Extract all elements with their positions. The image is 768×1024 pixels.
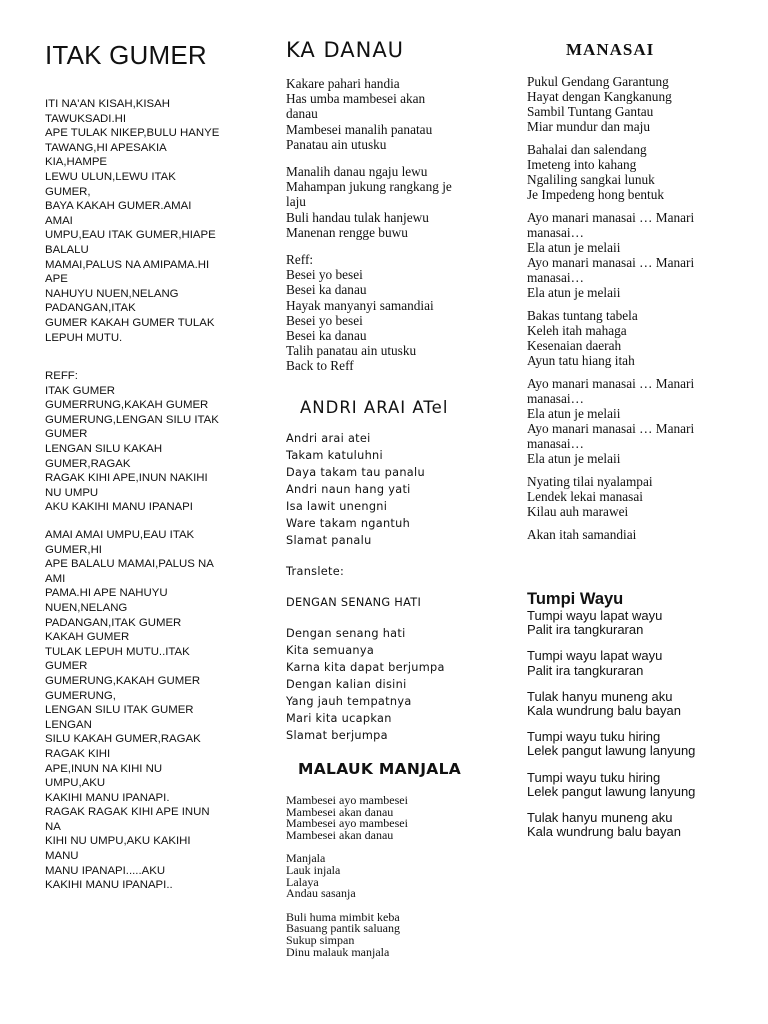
lyric-line: LEPUH MUTU. [45, 331, 123, 344]
lyric-line: Palit ira tangkuraran [527, 662, 644, 678]
lyric-line: Ela atun je melaii [527, 451, 621, 466]
lyric-line: RAGAK KIHI APE,INUN NAKIHI [45, 472, 208, 485]
lyric-line: Tumpi wayu tuku hiring [527, 729, 661, 745]
translate-title: DENGAN SENANG HATI [286, 596, 422, 609]
lyric-line: KAKIHI MANU IPANAPI. [45, 791, 170, 804]
lyric-line: Nyating tilai nyalampai [527, 474, 653, 489]
lyric-line: Slamat panalu [286, 534, 372, 547]
stanza [527, 730, 732, 758]
lyric-line: Imeteng into kahang [527, 157, 637, 172]
lyric-line: Mahampan jukung rangkang je [286, 179, 452, 195]
lyric-line: Has umba mambesei akan [286, 91, 426, 107]
lyric-line: NUEN,NELANG [45, 601, 128, 614]
lyric-line: Pukul Gendang Garantung [527, 74, 669, 89]
lyric-line: RAGAK KIHI [45, 747, 111, 760]
lyric-line: Mambesei akan danau [286, 827, 394, 842]
lyric-line: Dengan kalian disini [286, 678, 407, 691]
lyric-line: Hayak manyanyi samandiai [286, 297, 434, 313]
lyric-line: Yang jauh tempatnya [286, 695, 412, 708]
lyric-line: AKU KAKIHI MANU IPANAPI [45, 501, 193, 514]
translate-label: Translete: [286, 565, 345, 578]
lyric-line: LENGAN SILU ITAK GUMER [45, 704, 194, 717]
stanza [527, 142, 732, 202]
lyric-line: Karna kita dapat berjumpa [286, 661, 445, 674]
lyric-line: Besei yo besei [286, 267, 363, 283]
lyric-line: APE,INUN NA KIHI NU [45, 762, 163, 775]
ka-danau-lyrics [286, 76, 491, 374]
itak-gumer-reff [45, 369, 245, 515]
lyric-line: Ela atun je melaii [527, 285, 621, 300]
lyric-line: Ela atun je melaii [527, 406, 621, 421]
stanza [286, 76, 491, 152]
lyric-line: Bakas tuntang tabela [527, 308, 638, 323]
lyric-line: ITI NA'AN KISAH,KISAH [45, 98, 170, 110]
lyric-line: Andri naun hang yati [286, 483, 411, 496]
stanza [527, 308, 732, 368]
lyric-line: NU UMPU [45, 486, 99, 499]
lyric-line: Andau sasanja [286, 886, 356, 901]
lyric-line: Ayo manari manasai … Manari [527, 210, 695, 225]
manasai-lyrics [527, 74, 732, 542]
lyric-line: GUMER,RAGAK [45, 457, 131, 470]
lyric-line: Basuang pantik saluang [286, 921, 400, 936]
lyric-line: Besei ka danau [286, 282, 367, 298]
lyric-line: AMAI [45, 214, 73, 227]
lyric-line: PAMA.HI APE NAHUYU [45, 587, 168, 600]
itak-gumer-verse-2 [45, 528, 245, 893]
tumpi-wayu-lyrics [527, 609, 732, 839]
lyric-line: TAWANG,HI APESAKIA [45, 141, 167, 154]
lyric-line: GUMER, [45, 185, 91, 198]
lyric-line: manasai… [527, 270, 584, 285]
lyric-line: LEWU ULUN,LEWU ITAK [45, 170, 176, 183]
lyric-line: manasai… [527, 225, 584, 240]
lyric-line: MANU IPANAPI.....AKU [45, 864, 166, 877]
song-title-andri-arai-atei: ANDRI ARAI ATel [300, 398, 449, 417]
lyric-line: Kilau auh marawei [527, 504, 629, 519]
stanza [286, 909, 491, 959]
lyric-line: Kakare pahari handia [286, 76, 400, 91]
stanza [527, 811, 732, 839]
lyric-line: Ayo manari manasai … Manari [527, 421, 695, 436]
lyric-line: Back to Reff [286, 358, 354, 374]
lyric-line: MAMAI,PALUS NA AMIPAMA.HI [45, 258, 210, 271]
lyric-line: Lelek pangut lawung lanyung [527, 743, 696, 759]
lyric-line: RAGAK RAGAK KIHI APE INUN [45, 806, 210, 819]
lyric-line: Hayat dengan Kangkanung [527, 89, 672, 104]
lyric-line: AMAI AMAI UMPU,EAU ITAK [45, 529, 195, 541]
lyric-line: Tulak hanyu muneng aku [527, 688, 673, 704]
stanza [286, 252, 491, 374]
lyric-line: manasai… [527, 391, 584, 406]
lyric-line: Daya takam tau panalu [286, 466, 425, 479]
lyric-line: Kita semuanya [286, 644, 375, 657]
stanza [527, 690, 732, 718]
lyric-line: Akan itah samandiai [527, 527, 637, 542]
lyric-line: APE BALALU MAMAI,PALUS NA [45, 558, 214, 571]
stanza [527, 210, 732, 300]
lyric-line: GUMER [45, 428, 88, 441]
lyric-line: manasai… [527, 436, 584, 451]
itak-gumer-verse-1 [45, 97, 245, 345]
lyric-line: Lelek pangut lawung lanyung [527, 783, 696, 799]
lyric-line: Lendek lekai manasai [527, 489, 643, 504]
lyric-line: Tumpi wayu tuku hiring [527, 769, 661, 785]
song-title-manasai: MANASAI [566, 40, 655, 59]
lyric-line: Miar mundur dan maju [527, 119, 650, 134]
lyric-line: TAWUKSADI.HI [45, 112, 127, 125]
song-title-itak-gumer: ITAK GUMER [45, 40, 207, 70]
lyric-line: Keleh itah mahaga [527, 323, 627, 338]
lyric-line: Slamat berjumpa [286, 729, 388, 742]
lyric-line: Dinu malauk manjala [286, 944, 390, 959]
lyric-line: Je Impedeng hong bentuk [527, 187, 665, 202]
lyric-line: Manjala [286, 851, 326, 866]
andri-arai-atei-stanza [286, 430, 491, 549]
stanza [286, 853, 491, 899]
lyric-line: Sukup simpan [286, 932, 355, 947]
lyric-line: GUMERUNG, [45, 689, 116, 702]
lyric-line: APE [45, 273, 68, 286]
lyric-line: PADANGAN,ITAK GUMER [45, 616, 182, 629]
lyric-line: KAKAH GUMER [45, 631, 130, 644]
lyric-line: Isa lawit unengni [286, 500, 388, 513]
lyric-line: Besei ka danau [286, 328, 367, 344]
lyric-line: Kala wundrung balu bayan [527, 824, 681, 840]
lyric-line: Lalaya [286, 874, 319, 889]
lyric-line: REFF: [45, 370, 78, 382]
lyric-line: LENGAN [45, 718, 92, 731]
stanza [527, 74, 732, 134]
lyric-line: Mambesei ayo mambesei [286, 793, 408, 807]
lyric-line: Ngaliling sangkai lunuk [527, 172, 655, 187]
lyric-line: danau [286, 106, 318, 122]
lyric-line: Ware takam ngantuh [286, 517, 411, 530]
lyric-line: UMPU,AKU [45, 777, 106, 790]
song-title-ka-danau: KA DANAU [286, 38, 405, 62]
lyric-line: GUMER [45, 660, 88, 673]
lyric-line: KAKIHI MANU IPANAPI.. [45, 879, 173, 892]
lyric-line: Ayo manari manasai … Manari [527, 255, 695, 270]
stanza [527, 474, 732, 519]
lyric-line: GUMERUNG,LENGAN SILU ITAK [45, 413, 219, 426]
lyric-line: Andri arai atei [286, 432, 371, 445]
lyric-line: GUMER,HI [45, 543, 102, 556]
stanza [527, 376, 732, 466]
lyric-line: Buli handau tulak hanjewu [286, 209, 429, 225]
lyric-line: Lauk injala [286, 862, 341, 877]
lyric-line: AMI [45, 572, 66, 585]
lyric-line: GUMERRUNG,KAKAH GUMER [45, 399, 209, 412]
lyric-line: GUMER KAKAH GUMER TULAK [45, 316, 215, 329]
lyric-line: Palit ira tangkuraran [527, 622, 644, 638]
lyric-line: Manalih danau ngaju lewu [286, 164, 428, 180]
lyric-line: Takam katuluhni [286, 449, 383, 462]
lyric-line: Tumpi wayu lapat wayu [527, 608, 663, 623]
lyric-line: Bahalai dan salendang [527, 142, 647, 157]
lyric-line: Reff: [286, 252, 314, 268]
lyric-line: Mambesei manalih panatau [286, 121, 433, 137]
lyric-line: UMPU,EAU ITAK GUMER,HIAPE [45, 229, 216, 242]
lyric-line: Sambil Tuntang Gantau [527, 104, 654, 119]
stanza [527, 527, 732, 542]
lyric-line: Besei yo besei [286, 312, 363, 328]
lyric-line: GUMERUNG,KAKAH GUMER [45, 674, 201, 687]
lyric-line: ITAK GUMER [45, 384, 116, 397]
lyric-line: NA [45, 820, 61, 833]
lyric-line: APE TULAK NIKEP,BULU HANYE [45, 127, 220, 140]
lyric-line: SILU KAKAH GUMER,RAGAK [45, 733, 201, 746]
lyric-line: NAHUYU NUEN,NELANG [45, 287, 179, 300]
lyric-line: Mambesei akan danau [286, 804, 394, 819]
lyric-line: TULAK LEPUH MUTU..ITAK [45, 645, 190, 658]
lyric-line: Tumpi wayu lapat wayu [527, 648, 663, 664]
lyric-line: Panatau ain utusku [286, 136, 387, 152]
lyric-line: Dengan senang hati [286, 627, 406, 640]
lyric-line: laju [286, 194, 306, 210]
lyric-line: Mambesei ayo mambesei [286, 816, 408, 831]
lyric-line: Ayo manari manasai … Manari [527, 376, 695, 391]
stanza [527, 771, 732, 799]
lyric-line: Talih panatau ain utusku [286, 343, 417, 359]
lyric-line: Manenan rengge buwu [286, 224, 408, 240]
stanza [286, 164, 491, 240]
stanza [286, 795, 491, 841]
malauk-manjala-lyrics [286, 795, 491, 958]
lyric-line: MANU [45, 850, 79, 863]
song-title-malauk-manjala: MALAUK MANJALA [298, 760, 462, 778]
lyric-line: Kala wundrung balu bayan [527, 703, 681, 719]
lyric-line: KIHI NU UMPU,AKU KAKIHI [45, 835, 191, 848]
song-title-tumpi-wayu: Tumpi Wayu [527, 590, 624, 608]
translate-stanza [286, 625, 491, 744]
lyric-line: Ayun tatu hiang itah [527, 353, 635, 368]
lyric-line: BALALU [45, 243, 89, 256]
lyric-line: BAYA KAKAH GUMER.AMAI [45, 200, 192, 213]
lyric-line: Kesenaian daerah [527, 338, 622, 353]
lyric-line: Mari kita ucapkan [286, 712, 392, 725]
stanza [527, 609, 732, 637]
lyric-line: PADANGAN,ITAK [45, 302, 136, 315]
lyric-line: KIA,HAMPE [45, 156, 108, 169]
lyric-line: Ela atun je melaii [527, 240, 621, 255]
lyric-line: LENGAN SILU KAKAH [45, 442, 163, 455]
lyric-line: Buli huma mimbit keba [286, 909, 400, 924]
lyric-line: Tulak hanyu muneng aku [527, 810, 673, 826]
stanza [527, 649, 732, 677]
